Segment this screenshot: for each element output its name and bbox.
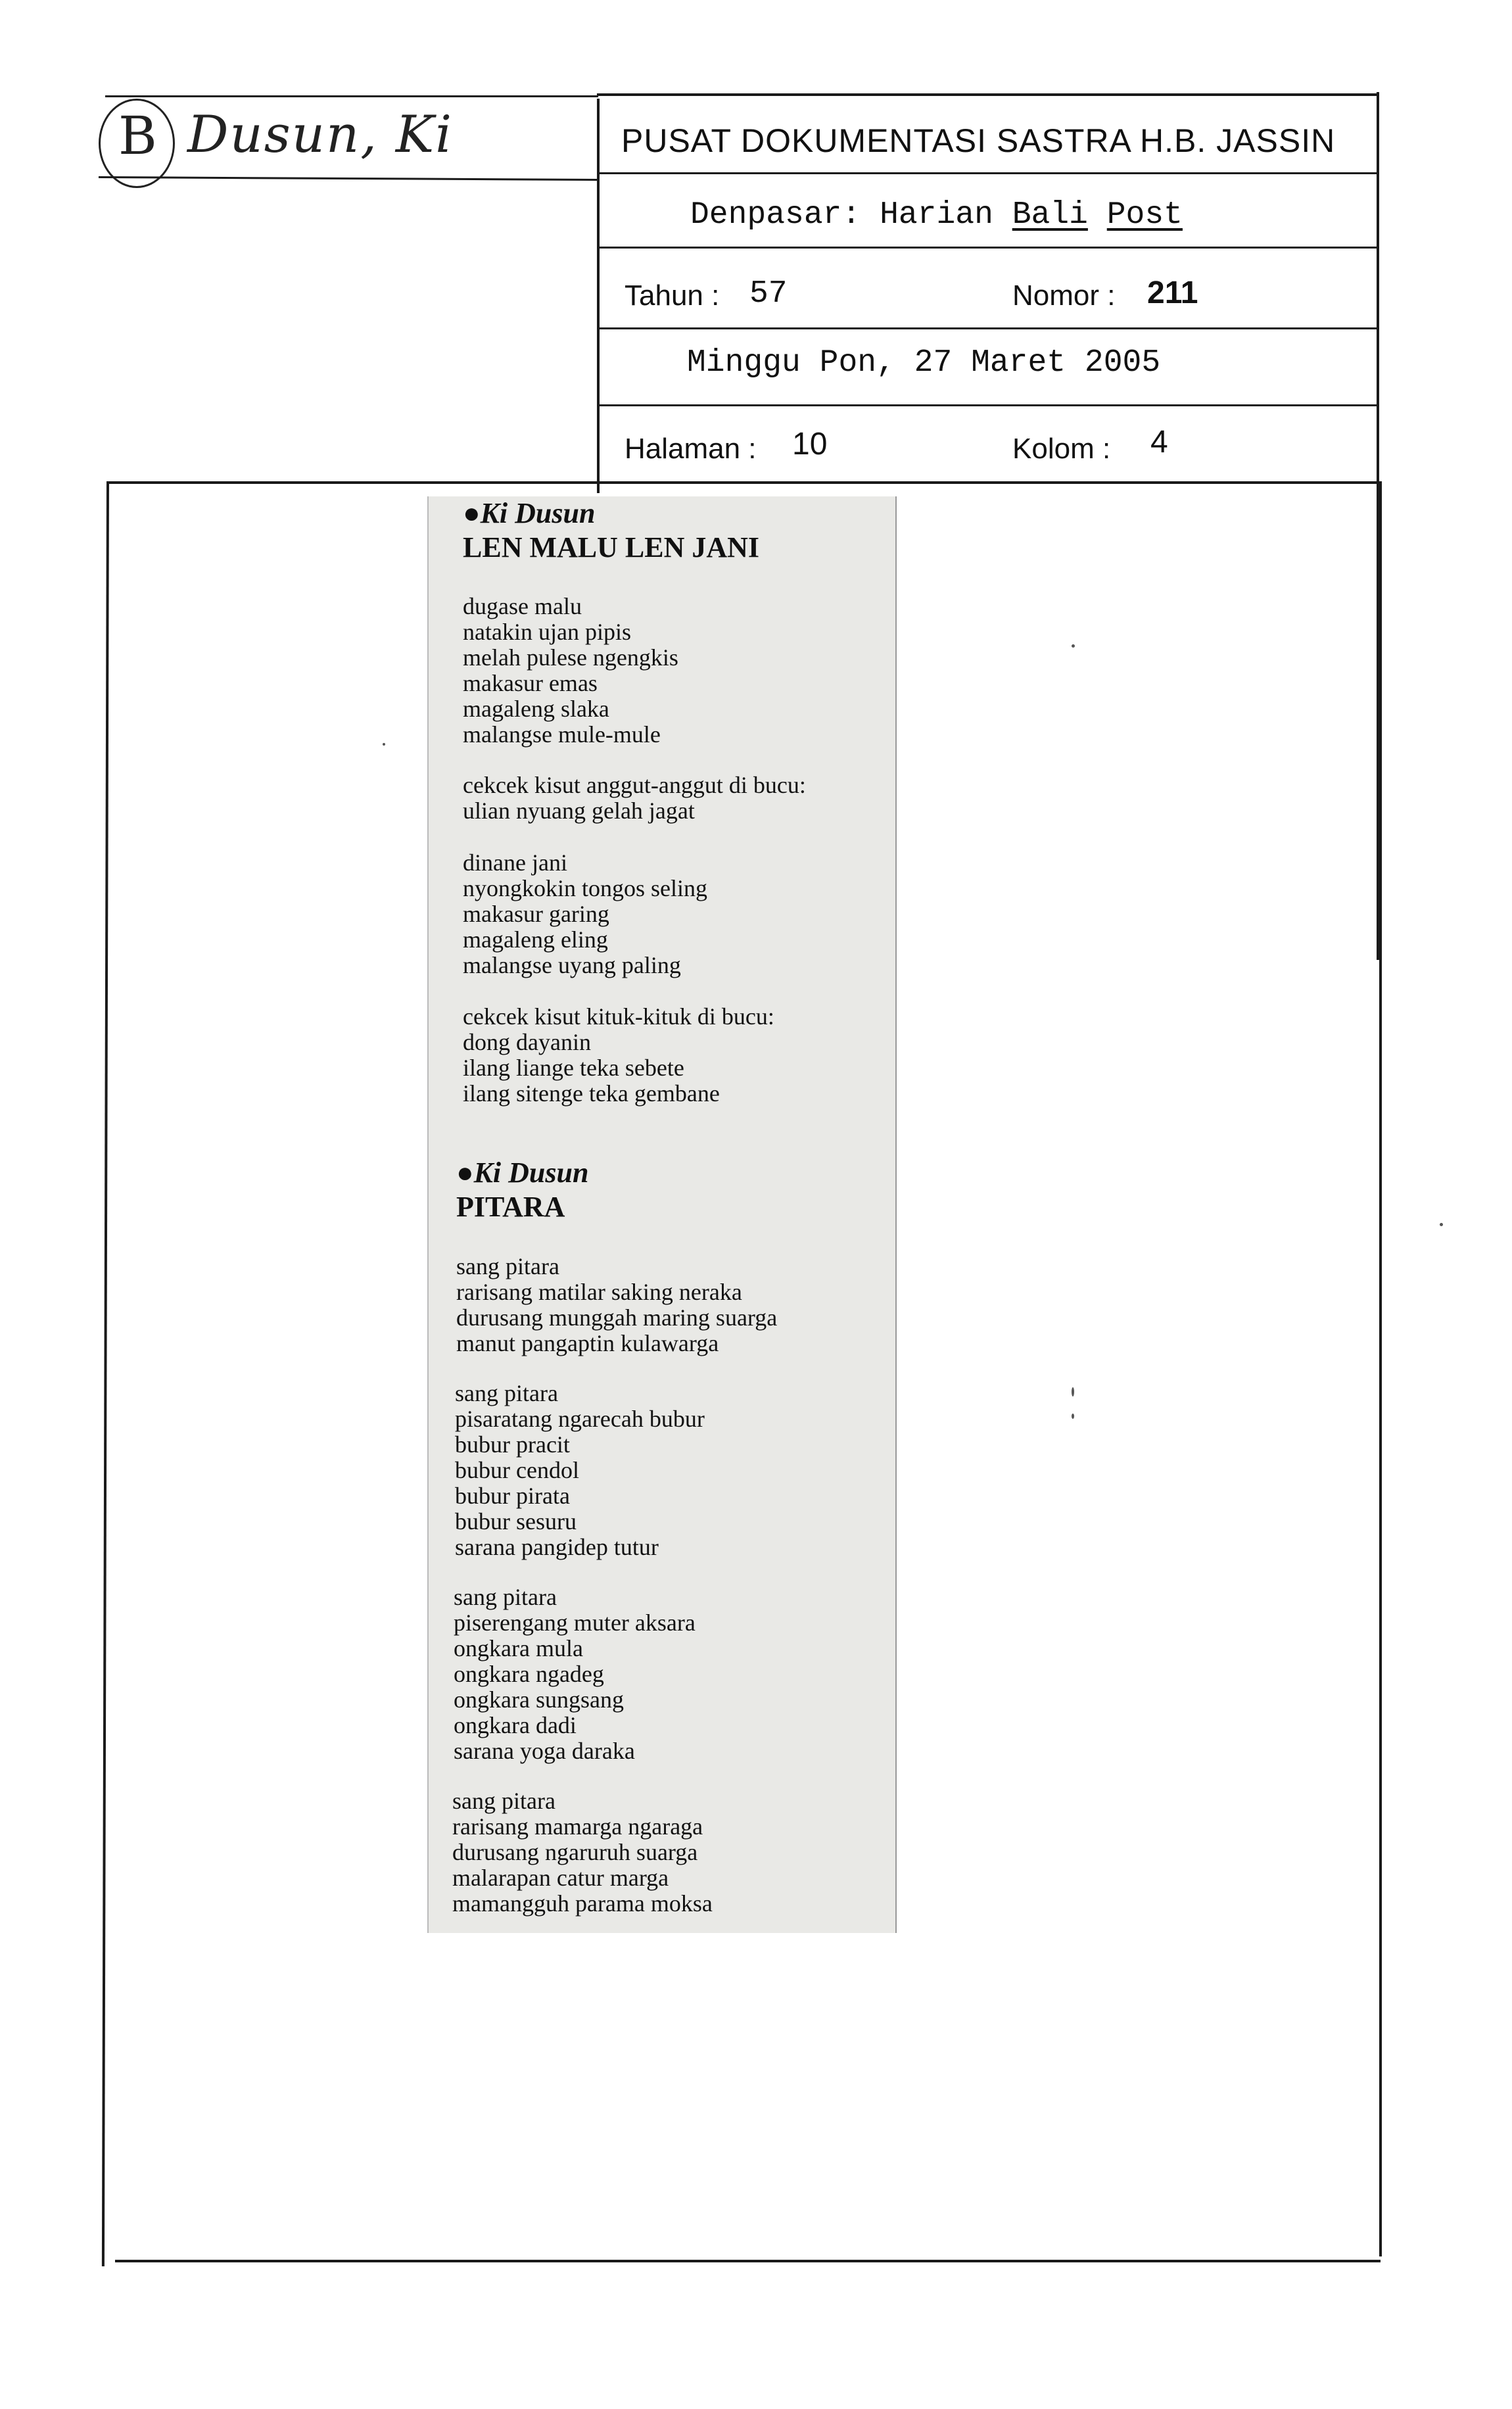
publication-date: Minggu Pon, 27 Maret 2005 — [687, 345, 1161, 381]
poem-1-stanza-2: cekcek kisut anggut-anggut di bucu: ulian nyuang gelah jagat — [463, 772, 806, 824]
kolom-value: 4 — [1150, 425, 1168, 460]
scan-speck — [1072, 1387, 1074, 1396]
header-rule-2 — [597, 247, 1379, 249]
header-rule-4 — [597, 404, 1379, 406]
poem-2-stanza-3: sang pitara piserengang muter aksara ongkara mula ongkara ngadeg ongkara sungsang ongkara dadi sarana yoga daraka — [454, 1584, 696, 1764]
header-left-border — [597, 99, 600, 493]
header-rule-1 — [597, 172, 1379, 174]
frame-bottom-border — [115, 2260, 1381, 2262]
handwritten-author-name: Dusun, Ki — [187, 105, 454, 164]
halaman-label: Halaman : — [625, 433, 757, 465]
kolom-label: Kolom : — [1012, 433, 1111, 465]
source-line — [690, 197, 1183, 233]
handwritten-mark: B — [118, 105, 158, 166]
tahun-label: Tahun : — [625, 279, 720, 312]
newspaper-clipping — [427, 496, 897, 1933]
frame-top-border — [106, 481, 1379, 484]
bullet-icon: ● — [463, 497, 481, 529]
nomor-value: 211 — [1147, 275, 1198, 310]
source-paper: Harian — [880, 197, 993, 233]
poem-2-stanza-1: sang pitara rarisang matilar saking neraka durusang munggah maring suarga manut pangaptin kulawarga — [456, 1253, 778, 1356]
scan-speck — [383, 743, 385, 746]
tahun-value: 57 — [749, 276, 788, 312]
left-top-rule — [105, 95, 598, 97]
poem-2-title: PITARA — [456, 1191, 565, 1223]
scan-speck — [1072, 1414, 1074, 1419]
frame-right-border — [1379, 481, 1382, 2256]
frame-left-border — [102, 481, 109, 2266]
handwritten-underline — [99, 176, 598, 181]
archive-title: PUSAT DOKUMENTASI SASTRA H.B. JASSIN — [621, 122, 1336, 159]
poem-2-author: ●Ki Dusun — [456, 1157, 589, 1189]
header-rule-3 — [597, 327, 1379, 329]
nomor-label: Nomor : — [1012, 279, 1116, 312]
scan-speck — [1440, 1223, 1443, 1226]
poem-1-stanza-3: dinane jani nyongkokin tongos seling makasur garing magaleng eling malangse uyang paling — [463, 849, 708, 978]
poem-2-stanza-4: sang pitara rarisang mamarga ngaraga durusang ngaruruh suarga malarapan catur marga mamangguh parama moksa — [452, 1788, 713, 1917]
source-paper-name-2: Post — [1106, 197, 1183, 233]
source-city: Denpasar: — [690, 197, 861, 233]
poem-1-stanza-4: cekcek kisut kituk-kituk di bucu: dong dayanin ilang liange teka sebete ilang sitenge teka gembane — [463, 1003, 774, 1107]
source-paper-name-1: Bali — [1012, 197, 1088, 233]
halaman-value: 10 — [792, 427, 828, 462]
poem-2-stanza-2: sang pitara pisaratang ngarecah bubur bubur pracit bubur cendol bubur pirata bubur sesuru sarana pangidep tutur — [455, 1380, 705, 1560]
poem-1-author: ●Ki Dusun — [463, 497, 596, 529]
clipping-content — [429, 496, 895, 1933]
bullet-icon: ● — [456, 1157, 474, 1189]
scan-speck — [1072, 644, 1075, 648]
poem-1-stanza-1: dugase malu natakin ujan pipis melah pulese ngengkis makasur emas magaleng slaka malangse mule-mule — [463, 593, 678, 748]
poem-1-title: LEN MALU LEN JANI — [463, 531, 760, 563]
header-top-border — [597, 93, 1379, 96]
